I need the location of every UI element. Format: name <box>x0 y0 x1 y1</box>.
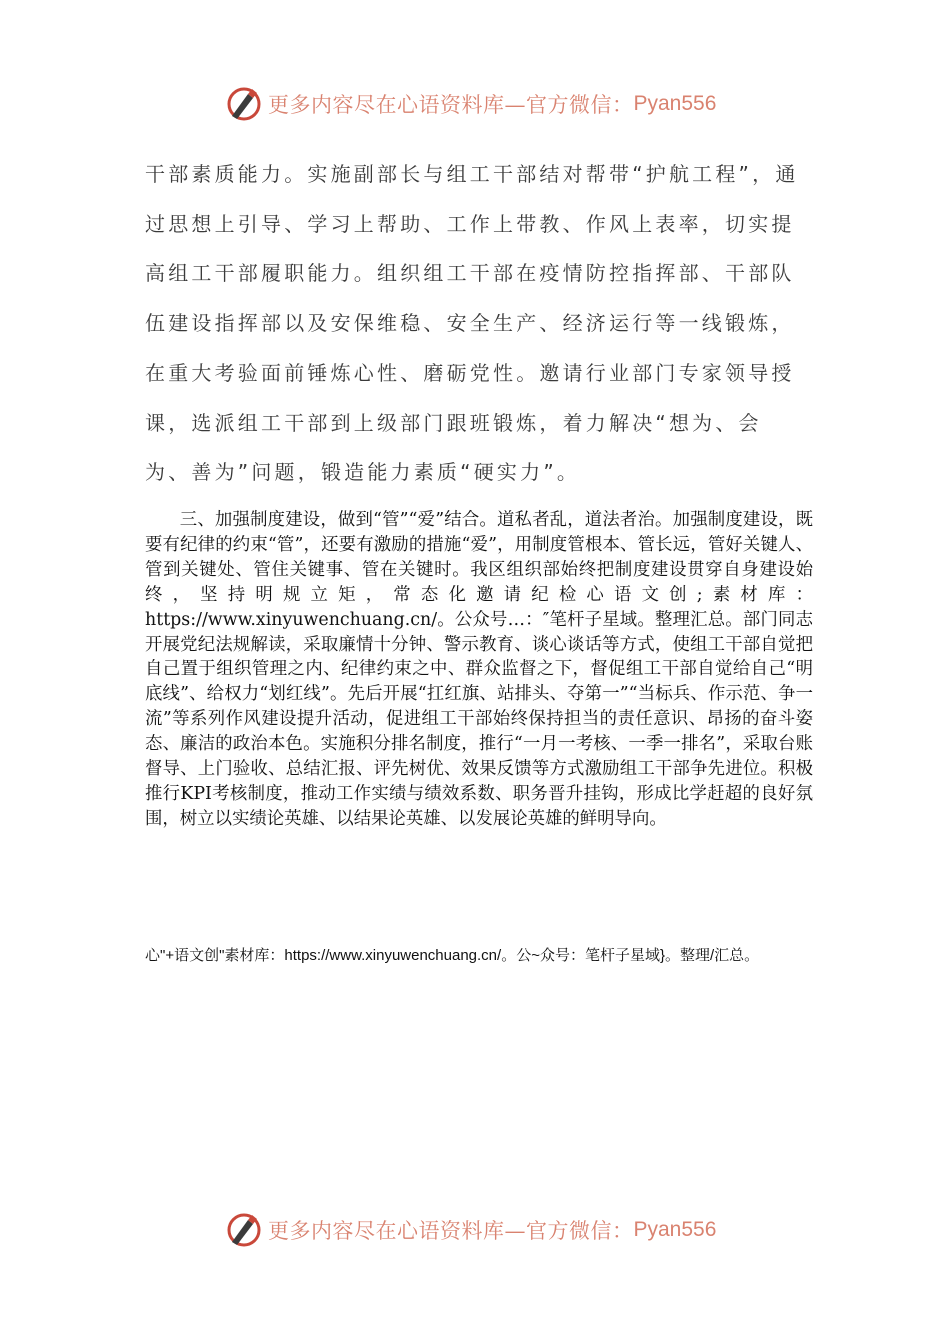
banner-text: 更多内容尽在心语资料库—官方微信： <box>268 1219 634 1243</box>
source-footnote: 心"+语文创"素材库：https://www.xinyuwenchuang.cn/。公~众号：笔杆子星域}。整理/汇总。 <box>145 947 760 964</box>
pen-logo-icon <box>226 86 262 122</box>
banner-wechat-id: Pyan556 <box>633 92 717 115</box>
body-paragraph-2: 三、加强制度建设，做到“管”“爱”结合。道私者乱，道法者治。加强制度建设，既要有纪律的约束“管”，还要有激励的措施“爱”，用制度管根本、管长远，管好关键人、管到关键处、管住关键事、管在关键时。我区组织部始终把制度建设贯穿自身建设始终，坚持明规立矩，常态化邀请纪检心语文创;素材库：https://www.xinyuwenchuang.cn/。公众号…：″笔杆子星域。整理汇总。部门同志开展党纪法规解读，采取廉情十分钟、警示教育、谈心谈话等方式，使组工干部自觉把自己置于组织管理之内、纪律约束之中、群众监督之下，督促组工干部自觉给自己“明底线”、给权力“划红线”。先后开展“扛红旗、站排头、夺第一”“当标兵、作示范、争一流”等系列作风建设提升活动，促进组工干部始终保持担当的责任意识、昂扬的奋斗姿态、廉洁的政治本色。实施积分排名制度，推行“一月一考核、一季一排名”，采取台账督导、上门验收、总结汇报、评先树优、效果反馈等方式激励组工干部争先进位。积极推行KPI考核制度，推动工作实绩与绩效系数、职务晋升挂钩，形成比学赶超的良好氛围，树立以实绩论英雄、以结果论英雄、以发展论英雄的鲜明导向。 <box>145 510 813 829</box>
banner-wechat-id: Pyan556 <box>633 1218 717 1241</box>
body-paragraph-1: 干部素质能力。实施副部长与组工干部结对帮带“护航工程”，通过思想上引导、学习上帮助、工作上带教、作风上表率，切实提高组工干部履职能力。组织组工干部在疫情防控指挥部、干部队伍建设指挥部以及安保维稳、安全生产、经济运行等一线锻炼，在重大考验面前锤炼心性、磨砺党性。邀请行业部门专家领导授课，选派组工干部到上级部门跟班锻炼，着力解决“想为、会为、善为”问题，锻造能力素质“硬实力”。 <box>145 162 799 485</box>
header-banner <box>226 84 716 124</box>
pen-logo-icon <box>226 1212 262 1248</box>
footer-banner <box>226 1210 716 1250</box>
banner-text: 更多内容尽在心语资料库—官方微信： <box>268 93 634 117</box>
